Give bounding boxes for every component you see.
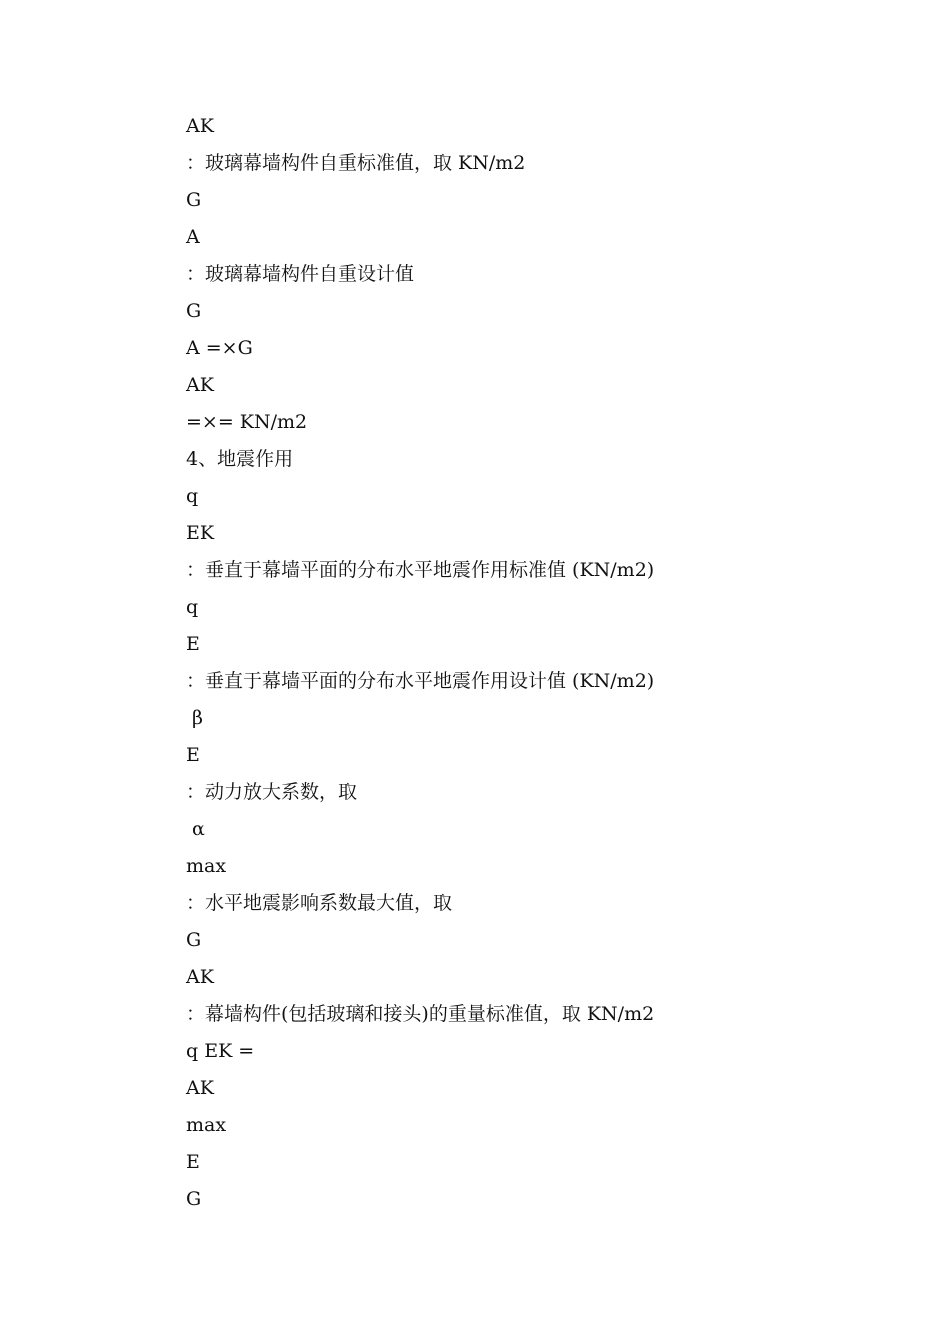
text-line: max [186, 1114, 227, 1136]
text-line: G [186, 189, 202, 211]
section-heading: 4、地震作用 [186, 448, 294, 470]
text-line: AK [186, 1077, 214, 1099]
text-line: q EK = [186, 1040, 255, 1062]
text-line: α [186, 818, 205, 840]
text-line: E [186, 744, 200, 766]
text-line: ：玻璃幕墙构件自重设计值 [186, 263, 415, 285]
text-line: A [186, 226, 200, 248]
text-line: ：垂直于幕墙平面的分布水平地震作用设计值 (KN/m2) [186, 670, 655, 692]
text-line: ：玻璃幕墙构件自重标准值，取 KN/m2 [186, 152, 526, 174]
text-line: β [186, 707, 204, 729]
text-line: EK [186, 522, 215, 544]
text-line: AK [186, 374, 214, 396]
text-line: AK [186, 115, 214, 137]
document-body [186, 108, 886, 1218]
text-line: =×= KN/m2 [186, 411, 308, 433]
text-line: G [186, 1188, 202, 1210]
text-line: max [186, 855, 227, 877]
text-line: E [186, 633, 200, 655]
text-line: ：幕墙构件(包括玻璃和接头)的重量标准值，取 KN/m2 [186, 1003, 655, 1025]
text-line: ：动力放大系数，取 [186, 781, 358, 803]
text-line: G [186, 300, 202, 322]
text-line: AK [186, 966, 214, 988]
text-line: q [186, 596, 199, 618]
text-line: A =×G [186, 337, 253, 359]
text-line: E [186, 1151, 200, 1173]
text-line: q [186, 485, 199, 507]
text-line: ：水平地震影响系数最大值，取 [186, 892, 453, 914]
text-line: ：垂直于幕墙平面的分布水平地震作用标准值 (KN/m2) [186, 559, 655, 581]
text-line: G [186, 929, 202, 951]
